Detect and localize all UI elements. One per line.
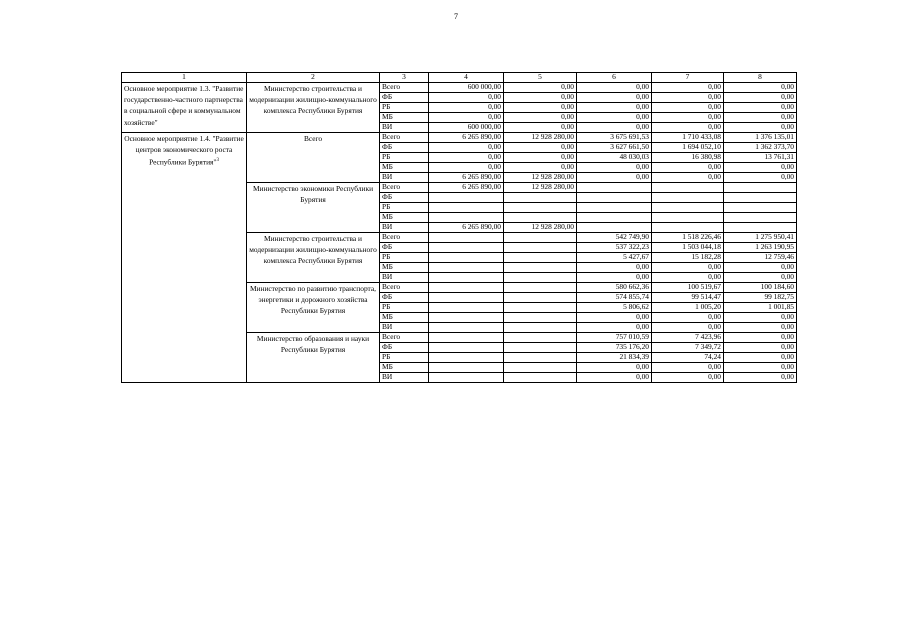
source-cell: Всего: [380, 283, 429, 293]
value-cell: [504, 303, 577, 313]
value-cell: 1 275 950,41: [724, 233, 797, 243]
value-cell: 0,00: [577, 373, 652, 383]
value-cell: [652, 203, 724, 213]
value-cell: 1 503 044,18: [652, 243, 724, 253]
header-cell: 8: [724, 73, 797, 83]
header-cell: 4: [429, 73, 504, 83]
value-cell: [724, 183, 797, 193]
value-cell: 1 376 135,01: [724, 133, 797, 143]
value-cell: 0,00: [652, 113, 724, 123]
value-cell: 580 662,36: [577, 283, 652, 293]
value-cell: 0,00: [652, 263, 724, 273]
source-cell: ФБ: [380, 93, 429, 103]
source-cell: МБ: [380, 163, 429, 173]
value-cell: 0,00: [577, 103, 652, 113]
value-cell: [504, 293, 577, 303]
value-cell: 99 182,75: [724, 293, 797, 303]
value-cell: 0,00: [577, 363, 652, 373]
source-cell: МБ: [380, 363, 429, 373]
value-cell: [652, 193, 724, 203]
value-cell: 0,00: [504, 153, 577, 163]
value-cell: 0,00: [652, 173, 724, 183]
value-cell: 0,00: [652, 323, 724, 333]
header-cell: 7: [652, 73, 724, 83]
value-cell: 1 694 052,10: [652, 143, 724, 153]
value-cell: 0,00: [724, 123, 797, 133]
value-cell: 0,00: [429, 93, 504, 103]
responsible-org: Всего: [247, 133, 380, 183]
value-cell: 12 928 280,00: [504, 173, 577, 183]
source-cell: ВИ: [380, 223, 429, 233]
value-cell: [652, 213, 724, 223]
value-cell: 6 265 890,00: [429, 223, 504, 233]
value-cell: 0,00: [724, 313, 797, 323]
value-cell: 0,00: [577, 313, 652, 323]
value-cell: 100 184,60: [724, 283, 797, 293]
value-cell: 0,00: [652, 273, 724, 283]
responsible-org: Министерство экономики Республики Бурятия: [247, 183, 380, 233]
value-cell: [429, 373, 504, 383]
activity-title: [122, 133, 247, 383]
value-cell: [504, 323, 577, 333]
value-cell: [504, 193, 577, 203]
source-cell: РБ: [380, 103, 429, 113]
value-cell: 0,00: [577, 173, 652, 183]
value-cell: [429, 363, 504, 373]
page-number: 7: [454, 12, 458, 21]
value-cell: [429, 233, 504, 243]
value-cell: [429, 193, 504, 203]
value-cell: 537 322,23: [577, 243, 652, 253]
value-cell: [504, 363, 577, 373]
value-cell: 74,24: [652, 353, 724, 363]
header-cell: 3: [380, 73, 429, 83]
value-cell: [429, 203, 504, 213]
value-cell: 0,00: [724, 83, 797, 93]
source-cell: Всего: [380, 233, 429, 243]
source-cell: Всего: [380, 183, 429, 193]
value-cell: [429, 213, 504, 223]
value-cell: 0,00: [577, 163, 652, 173]
value-cell: [577, 213, 652, 223]
source-cell: РБ: [380, 153, 429, 163]
source-cell: МБ: [380, 263, 429, 273]
value-cell: [429, 303, 504, 313]
value-cell: 12 928 280,00: [504, 223, 577, 233]
header-cell: 2: [247, 73, 380, 83]
value-cell: [724, 203, 797, 213]
value-cell: 0,00: [504, 143, 577, 153]
value-cell: 574 855,74: [577, 293, 652, 303]
activity-title-text: Основное мероприятие 1.4. "Развитие центров экономического роста Республики Бурятия": [124, 134, 244, 167]
responsible-org: Министерство строительства и модернизации жилищно-коммунального комплекса Республики Бурятия: [247, 233, 380, 283]
source-cell: МБ: [380, 113, 429, 123]
value-cell: [577, 183, 652, 193]
value-cell: [429, 333, 504, 343]
source-cell: РБ: [380, 303, 429, 313]
source-cell: РБ: [380, 353, 429, 363]
value-cell: 0,00: [577, 83, 652, 93]
source-cell: ВИ: [380, 323, 429, 333]
value-cell: 0,00: [429, 103, 504, 113]
value-cell: [429, 293, 504, 303]
value-cell: 1 263 190,95: [724, 243, 797, 253]
source-cell: МБ: [380, 313, 429, 323]
header-cell: 1: [122, 73, 247, 83]
value-cell: [504, 253, 577, 263]
value-cell: 0,00: [652, 373, 724, 383]
value-cell: 0,00: [724, 373, 797, 383]
value-cell: 3 627 661,50: [577, 143, 652, 153]
value-cell: 0,00: [429, 113, 504, 123]
value-cell: [504, 263, 577, 273]
value-cell: [429, 263, 504, 273]
value-cell: 0,00: [504, 83, 577, 93]
header-row: [122, 73, 797, 83]
header-cell: 6: [577, 73, 652, 83]
value-cell: [429, 343, 504, 353]
value-cell: 0,00: [504, 103, 577, 113]
source-cell: РБ: [380, 203, 429, 213]
value-cell: 757 010,59: [577, 333, 652, 343]
value-cell: 0,00: [429, 163, 504, 173]
source-cell: ВИ: [380, 123, 429, 133]
value-cell: 0,00: [724, 353, 797, 363]
value-cell: [429, 283, 504, 293]
value-cell: 0,00: [724, 323, 797, 333]
value-cell: 100 519,67: [652, 283, 724, 293]
value-cell: 1 710 433,08: [652, 133, 724, 143]
table-row: [122, 133, 797, 143]
value-cell: [724, 193, 797, 203]
value-cell: [504, 203, 577, 213]
value-cell: 0,00: [652, 83, 724, 93]
value-cell: 0,00: [652, 363, 724, 373]
value-cell: 1 362 373,70: [724, 143, 797, 153]
source-cell: ВИ: [380, 173, 429, 183]
value-cell: 99 514,47: [652, 293, 724, 303]
value-cell: 0,00: [724, 263, 797, 273]
value-cell: 5 806,62: [577, 303, 652, 313]
value-cell: 0,00: [724, 273, 797, 283]
source-cell: Всего: [380, 83, 429, 93]
value-cell: 0,00: [724, 343, 797, 353]
value-cell: 48 030,03: [577, 153, 652, 163]
value-cell: [504, 373, 577, 383]
value-cell: [577, 193, 652, 203]
value-cell: 0,00: [504, 113, 577, 123]
value-cell: [724, 223, 797, 233]
responsible-org: Министерство по развитию транспорта, энергетики и дорожного хозяйства Республики Бурятия: [247, 283, 380, 333]
value-cell: 0,00: [724, 363, 797, 373]
value-cell: 0,00: [724, 163, 797, 173]
value-cell: 1 005,20: [652, 303, 724, 313]
value-cell: 0,00: [504, 93, 577, 103]
value-cell: [429, 243, 504, 253]
activity-title: Основное мероприятие 1.3. "Развитие государственно-частного партнерства в социальной сфере и коммунальном хозяйстве": [122, 83, 247, 133]
source-cell: РБ: [380, 253, 429, 263]
value-cell: [429, 273, 504, 283]
value-cell: [429, 353, 504, 363]
value-cell: 0,00: [577, 263, 652, 273]
value-cell: 0,00: [724, 333, 797, 343]
value-cell: [504, 213, 577, 223]
value-cell: [504, 243, 577, 253]
value-cell: 0,00: [504, 123, 577, 133]
value-cell: [577, 223, 652, 233]
value-cell: [724, 213, 797, 223]
value-cell: 0,00: [724, 173, 797, 183]
value-cell: 12 928 280,00: [504, 183, 577, 193]
responsible-org: Министерство строительства и модернизации жилищно-коммунального комплекса Республики Бурятия: [247, 83, 380, 133]
source-cell: ФБ: [380, 343, 429, 353]
value-cell: [504, 283, 577, 293]
value-cell: 0,00: [429, 143, 504, 153]
budget-table: [121, 72, 797, 383]
value-cell: 6 265 890,00: [429, 133, 504, 143]
value-cell: 21 834,39: [577, 353, 652, 363]
source-cell: ВИ: [380, 273, 429, 283]
value-cell: 0,00: [652, 313, 724, 323]
value-cell: 5 427,67: [577, 253, 652, 263]
value-cell: [504, 273, 577, 283]
header-cell: 5: [504, 73, 577, 83]
value-cell: 1 001,85: [724, 303, 797, 313]
value-cell: [504, 333, 577, 343]
value-cell: [429, 253, 504, 263]
value-cell: 0,00: [652, 123, 724, 133]
value-cell: 0,00: [724, 93, 797, 103]
value-cell: 0,00: [577, 323, 652, 333]
value-cell: 0,00: [429, 153, 504, 163]
value-cell: [504, 353, 577, 363]
table-body: [122, 73, 797, 383]
value-cell: [429, 313, 504, 323]
value-cell: 1 518 226,46: [652, 233, 724, 243]
value-cell: 0,00: [652, 163, 724, 173]
value-cell: [504, 313, 577, 323]
value-cell: [652, 183, 724, 193]
value-cell: 0,00: [724, 103, 797, 113]
value-cell: 542 749,90: [577, 233, 652, 243]
value-cell: 12 928 280,00: [504, 133, 577, 143]
value-cell: 600 000,00: [429, 83, 504, 93]
footnote-mark: 3: [216, 158, 219, 164]
source-cell: Всего: [380, 333, 429, 343]
value-cell: 735 176,20: [577, 343, 652, 353]
source-cell: ФБ: [380, 243, 429, 253]
value-cell: 6 265 890,00: [429, 173, 504, 183]
value-cell: 13 761,31: [724, 153, 797, 163]
value-cell: 7 423,96: [652, 333, 724, 343]
value-cell: 0,00: [577, 93, 652, 103]
value-cell: 0,00: [504, 163, 577, 173]
value-cell: 0,00: [652, 103, 724, 113]
value-cell: 12 759,46: [724, 253, 797, 263]
source-cell: ВИ: [380, 373, 429, 383]
value-cell: 7 349,72: [652, 343, 724, 353]
table-row: [122, 83, 797, 93]
source-cell: ФБ: [380, 293, 429, 303]
value-cell: [429, 323, 504, 333]
source-cell: МБ: [380, 213, 429, 223]
value-cell: 0,00: [652, 93, 724, 103]
value-cell: 0,00: [577, 113, 652, 123]
source-cell: ФБ: [380, 193, 429, 203]
value-cell: [577, 203, 652, 213]
source-cell: Всего: [380, 133, 429, 143]
value-cell: 0,00: [577, 123, 652, 133]
value-cell: 16 380,98: [652, 153, 724, 163]
source-cell: ФБ: [380, 143, 429, 153]
value-cell: 15 182,28: [652, 253, 724, 263]
value-cell: [504, 343, 577, 353]
value-cell: [652, 223, 724, 233]
responsible-org: Министерство образования и науки Республики Бурятия: [247, 333, 380, 383]
value-cell: 6 265 890,00: [429, 183, 504, 193]
value-cell: 600 000,00: [429, 123, 504, 133]
value-cell: 0,00: [724, 113, 797, 123]
value-cell: 3 675 691,53: [577, 133, 652, 143]
value-cell: 0,00: [577, 273, 652, 283]
value-cell: [504, 233, 577, 243]
